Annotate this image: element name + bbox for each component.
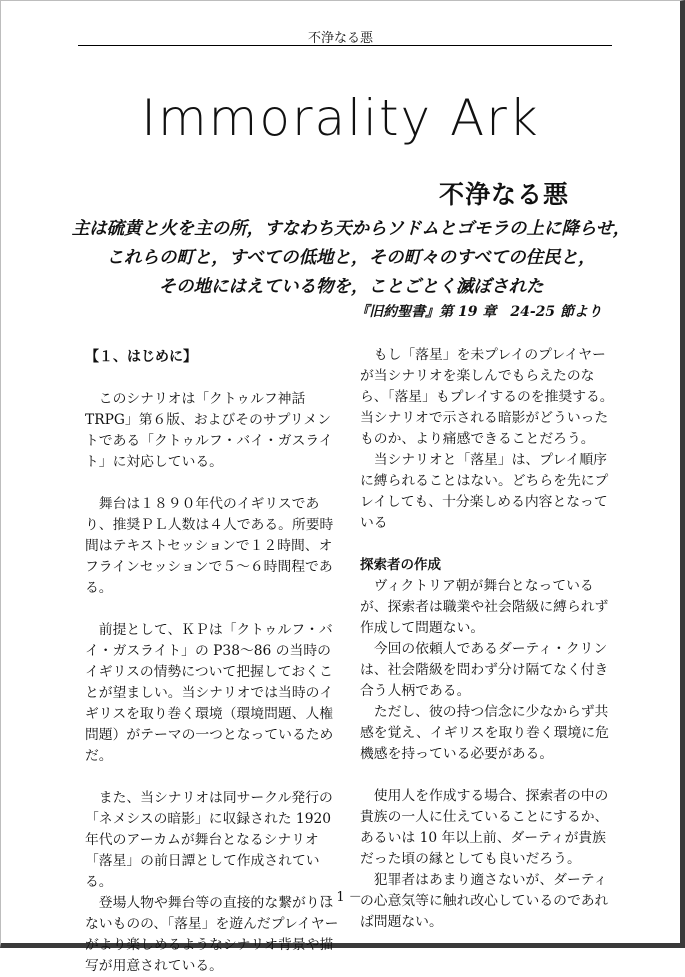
- page-number: － 1 －: [319, 890, 362, 905]
- header-rule: [78, 45, 612, 46]
- paragraph: 使用人を作成する場合、探索者の中の貴族の一人に仕えていることにするか、あるいは 10 年以上前、ダーティが貴族だった頃の縁としても良いだろう。: [360, 788, 609, 867]
- epigraph-line: これらの町と，すべての低地と，その町々のすべての住民と，: [106, 248, 596, 268]
- logo-title: Immorality Ark: [141, 89, 540, 147]
- paragraph: 当シナリオと「落星」は、プレイ順序に縛られることはない。どちらを先にプレイしても、十分楽しめる内容となっている: [360, 452, 609, 531]
- paragraph: 登場人物や舞台等の直接的な繋がりはないものの、「落星」を遊んだプレイヤーがより楽しめるようなシナリオ背景や描写が用意されている。: [85, 895, 339, 974]
- running-header: 不浄なる悪: [307, 31, 373, 46]
- paragraph: ただし、彼の持つ信念に少なからず共感を覚え、イギリスを取り巻く環境に危機感を持っている必要がある。: [360, 704, 609, 762]
- right-column: [360, 345, 618, 933]
- section-heading: 【１、はじめに】: [85, 349, 197, 365]
- subsection-heading: 探索者の作成: [360, 557, 441, 573]
- paragraph: 前提として、ＫＰは「クトゥルフ・バイ・ガスライト」の P38～86 の当時のイギリスの情勢について把握しておくことが望ましい。当シナリオでは当時のイギリスを取り巻く環境（環境問題、人権問題）がテーマの一つとなっているためだ。: [85, 622, 334, 764]
- epigraph-source: 『旧約聖書』第 19 章 24-25 節より: [355, 304, 602, 320]
- epigraph-line: 主は硫黄と火を主の所，すなわち天からソドムとゴモラの上に降らせ，: [71, 219, 631, 239]
- epigraph-line: その地にはえている物を，ことごとく滅ぼされた: [158, 277, 544, 297]
- paragraph: このシナリオは「クトゥルフ神話 TRPG」第６版、およびそのサプリメントである「クトゥルフ・バイ・ガスライト」に対応している。: [85, 391, 333, 470]
- paragraph: また、当シナリオは同サークル発行の「ネメシスの暗影」に収録された 1920 年代のアーカムが舞台となるシナリオ「落星」の前日譚として作成されている。: [85, 790, 333, 890]
- paragraph: 今回の依頼人であるダーティ・クリンは、社会階級を問わず分け隔てなく付き合う人柄である。: [360, 641, 609, 699]
- paragraph: もし「落星」を未プレイのプレイヤーが当シナリオを楽しんでもらえたのなら、「落星」もプレイするのを推奨する。当シナリオで示される暗影がどういったものか、より痛感できることだろう。: [360, 347, 614, 447]
- paragraph: 犯罪者はあまり適さないが、ダーティの心意気等に触れ改心しているのであれば問題ない。: [360, 872, 609, 930]
- epigraph: [61, 215, 641, 302]
- left-column: [85, 345, 343, 977]
- page-title: 不浄なる悪: [439, 180, 570, 209]
- paragraph: ヴィクトリア朝が舞台となっているが、探索者は職業や社会階級に縛られず作成して問題ない。: [360, 578, 609, 636]
- paragraph: 舞台は１８９０年代のイギリスであり、推奨ＰＬ人数は４人である。所要時間はテキストセッションで１２時間、オフラインセッションで５～６時間程である。: [85, 496, 334, 596]
